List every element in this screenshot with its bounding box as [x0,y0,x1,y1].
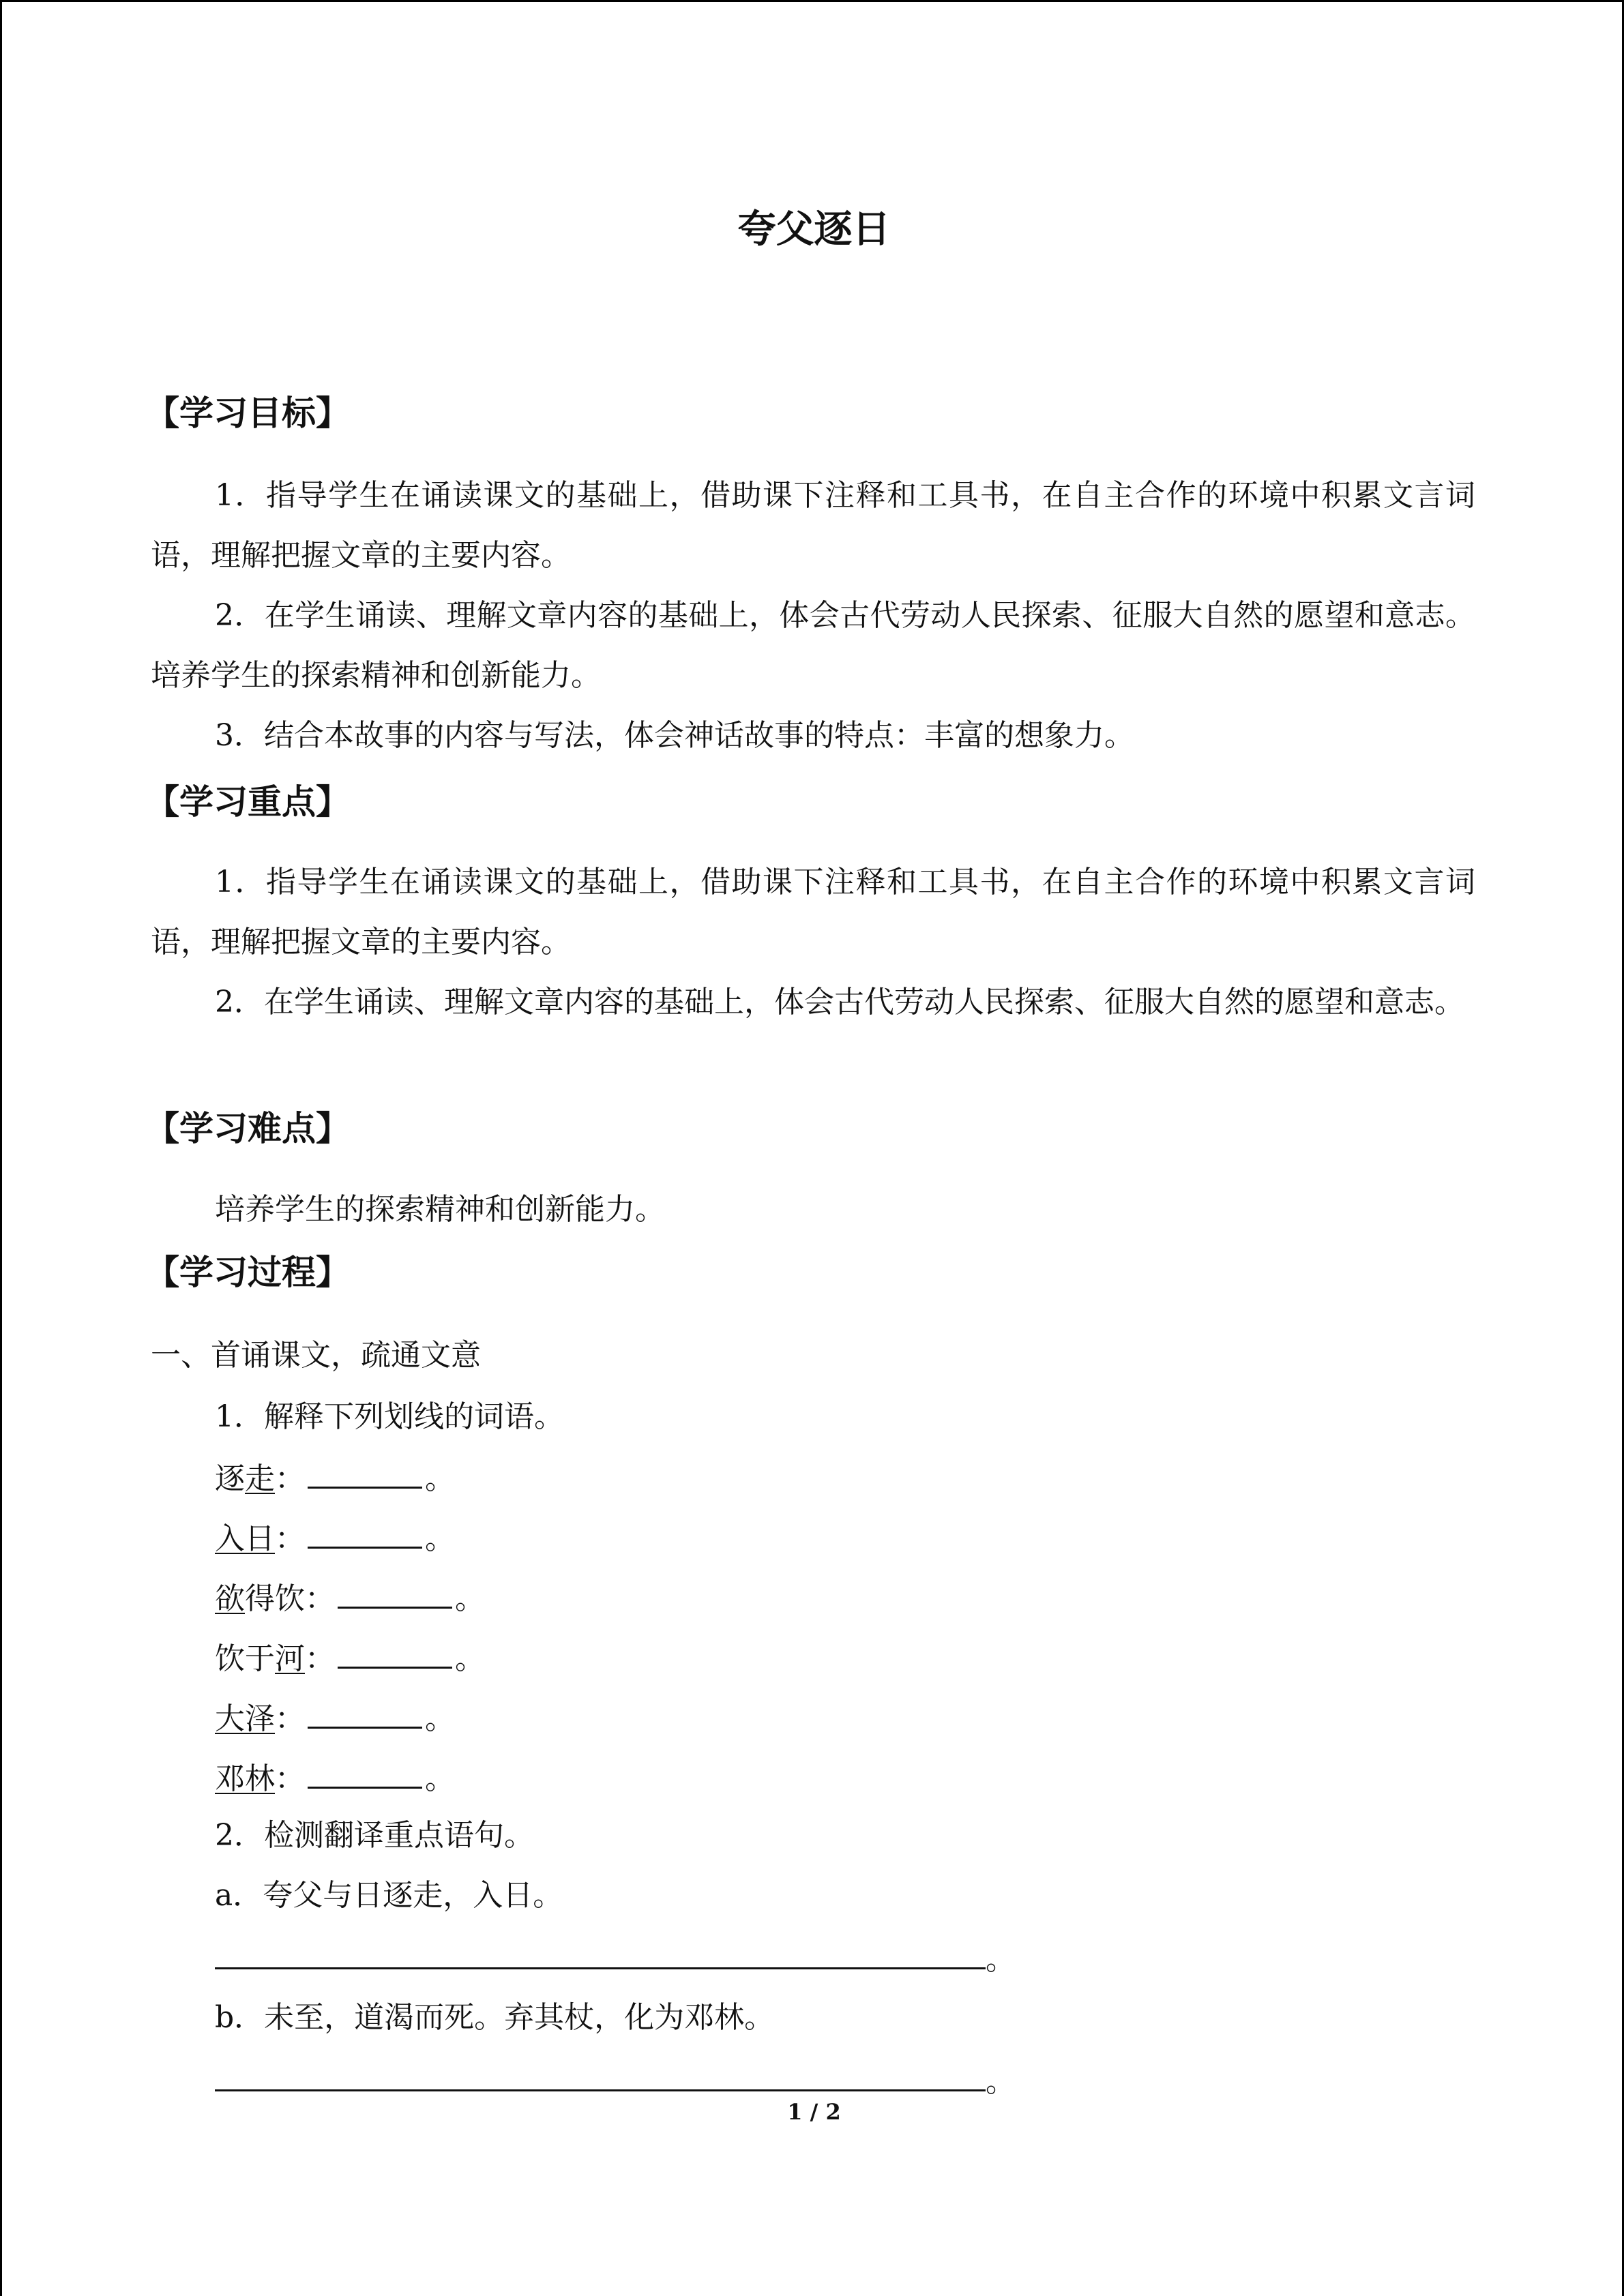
answer-blank[interactable] [308,1697,422,1729]
answer-blank[interactable] [308,1757,422,1789]
vocab-item: 欲得饮： 。 [215,1577,485,1620]
translation-answer-blank[interactable] [215,1937,986,1969]
vocab-item: 饮于河： 。 [215,1637,485,1680]
objective-item: 2．在学生诵读、理解文章内容的基础上，体会古代劳动人民探索、征服大自然的愿望和意志。培养学生的探索精神和创新能力。 [151,598,1475,693]
underlined-word: 欲 [215,1581,245,1616]
page-number: 1 / 2 [787,2099,841,2125]
sentence-item: b．未至，道渴而死。弃其杖，化为邓林。 [215,2000,775,2035]
translation-answer-blank[interactable] [215,2059,986,2091]
objective-item: 3．结合本故事的内容与写法，体会神话故事的特点：丰富的想象力。 [215,718,1134,753]
key-point-item: 1．指导学生在诵读课文的基础上，借助课下注释和工具书，在自主合作的环境中积累文言词语，理解把握文章的主要内容。 [151,865,1475,959]
key-point-item: 2．在学生诵读、理解文章内容的基础上，体会古代劳动人民探索、征服大自然的愿望和意志。 [215,985,1464,1019]
section-heading-difficulties: 【学习难点】 [145,1109,350,1148]
question-1-title: 1．解释下列划线的词语。 [215,1399,564,1434]
section-heading-objectives: 【学习目标】 [145,393,350,433]
vocab-item: 邓林： 。 [215,1757,455,1800]
section-heading-process: 【学习过程】 [145,1253,350,1292]
vocab-item: 入日： 。 [215,1517,455,1560]
underlined-word: 入日 [215,1521,275,1556]
translation-line: 。 [215,2059,1016,2102]
answer-blank[interactable] [308,1517,422,1549]
vocab-item: 逐走： 。 [215,1457,455,1500]
answer-blank[interactable] [308,1457,422,1489]
part1-title: 一、首诵课文，疏通文意 [151,1338,481,1373]
section-heading-key-points: 【学习重点】 [145,782,350,822]
underlined-word: 邓林 [215,1761,275,1796]
answer-blank[interactable] [338,1637,452,1669]
sentence-item: a．夸父与日逐走，入日。 [215,1878,563,1913]
translation-line: 。 [215,1937,1016,1980]
underlined-word: 河 [275,1641,305,1676]
objective-item: 1．指导学生在诵读课文的基础上，借助课下注释和工具书，在自主合作的环境中积累文言词语，理解把握文章的主要内容。 [151,478,1475,573]
underlined-word: 大泽 [215,1701,275,1736]
answer-blank[interactable] [338,1577,452,1609]
document-title: 夸父逐日 [737,207,891,252]
underlined-word: 走 [245,1461,275,1496]
difficulty-item: 培养学生的探索精神和创新能力。 [215,1192,665,1227]
vocab-item: 大泽： 。 [215,1697,455,1740]
question-2-title: 2．检测翻译重点语句。 [215,1818,534,1853]
